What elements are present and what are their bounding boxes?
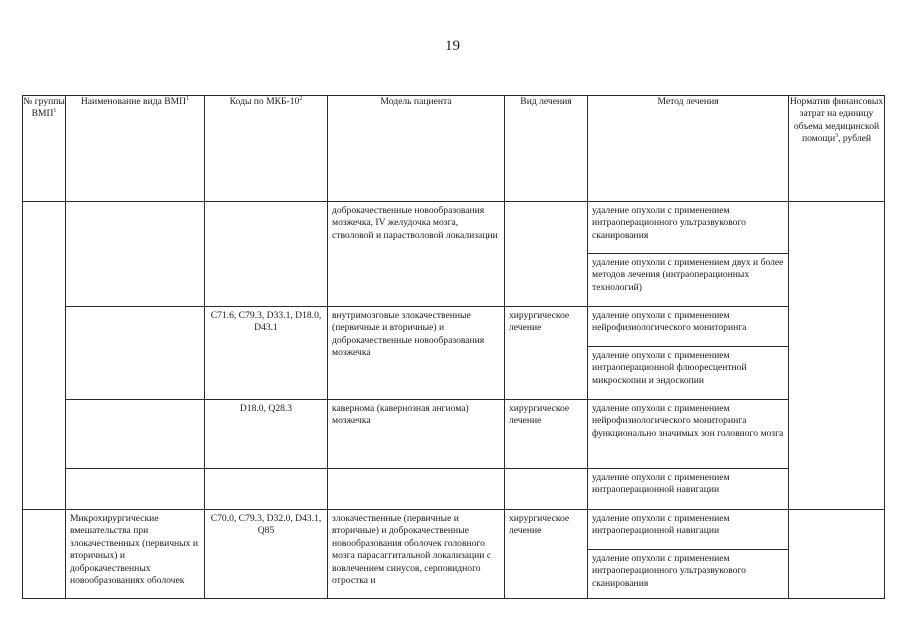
cell-methods (588, 469, 789, 510)
table-row (23, 469, 885, 510)
cell-treatment: хирургическое лечение (505, 307, 588, 400)
cell-codes: C70.0, C79.3, D32.0, D43.1, Q85 (205, 510, 328, 599)
header-codes: Коды по МКБ-$10^2$ (205, 96, 328, 202)
cell-model: внутримозговые злокачественные (первичные и вторичные) и доброкачественные новообразования мозжечка (328, 307, 505, 400)
page-number: 19 (445, 38, 460, 54)
table-row (23, 510, 885, 599)
cell-name (66, 469, 205, 510)
header-treatment: Вид лечения (505, 96, 588, 202)
method-item: удаление опухоли с применением интраоперационной навигации (592, 472, 730, 496)
header-group-no: № группы ВМП$^1$ (23, 96, 66, 202)
method-item: удаление опухоли с применением интраоперационного ультразвукового сканирования (588, 202, 788, 254)
cell-name (66, 307, 205, 400)
cell-methods (588, 307, 789, 400)
method-item: удаление опухоли с применением нейрофизиологического мониторинга функционально значимых зон головного мозга (592, 403, 784, 439)
cell-group (23, 202, 66, 510)
table-row (23, 202, 885, 307)
cell-treatment: хирургическое лечение (505, 400, 588, 469)
cell-methods (588, 510, 789, 599)
vmp-table (22, 95, 885, 599)
cell-model: кавернома (кавернозная ангиома) мозжечка (328, 400, 505, 469)
cell-methods (588, 202, 789, 307)
cell-treatment (505, 469, 588, 510)
table-row (23, 400, 885, 469)
cell-model (328, 469, 505, 510)
header-method: Метод лечения (588, 96, 789, 202)
header-name: Наименование вида ВМП$^1$ (66, 96, 205, 202)
table-header-row (23, 96, 885, 202)
cell-name (66, 400, 205, 469)
cell-treatment (505, 202, 588, 307)
method-item: удаление опухоли с применением интраоперационного ультразвукового сканирования (592, 553, 746, 589)
method-item: удаление опухоли с применением нейрофизиологического мониторинга (588, 307, 788, 347)
cell-codes (205, 202, 328, 307)
cell-treatment: хирургическое лечение (505, 510, 588, 599)
cell-codes (205, 469, 328, 510)
header-model: Модель пациента (328, 96, 505, 202)
cell-codes: D18.0, Q28.3 (205, 400, 328, 469)
cell-norm (789, 202, 885, 510)
cell-group (23, 510, 66, 599)
cell-norm (789, 510, 885, 599)
method-item: удаление опухоли с применением интраоперационной навигации (588, 510, 788, 550)
method-item: удаление опухоли с применением двух и более методов лечения (интраоперационных технологий) (592, 257, 784, 293)
cell-name (66, 202, 205, 307)
method-item: удаление опухоли с применением интраоперационной флюоресцентной микроскопии и эндоскопии (592, 350, 747, 386)
cell-name: Микрохирургические вмешательства при злокачественных (первичных и вторичных) и доброкачественных новообразованиях оболочек (66, 510, 205, 599)
cell-model: злокачественные (первичные и вторичные) и доброкачественные новообразования оболочек головного мозга парасаггитальной локализации с вовлечением синусов, серповидного отростка и (328, 510, 505, 599)
table-row (23, 307, 885, 400)
header-norm: Норматив финансовых затрат на единицу объема медицинской помощи$^3$, рублей (789, 96, 885, 202)
cell-codes: C71.6, C79.3, D33.1, D18.0, D43.1 (205, 307, 328, 400)
cell-model: доброкачественные новообразования мозжечка, IV желудочка мозга, стволовой и парастволовой локализации (328, 202, 505, 307)
cell-methods (588, 400, 789, 469)
